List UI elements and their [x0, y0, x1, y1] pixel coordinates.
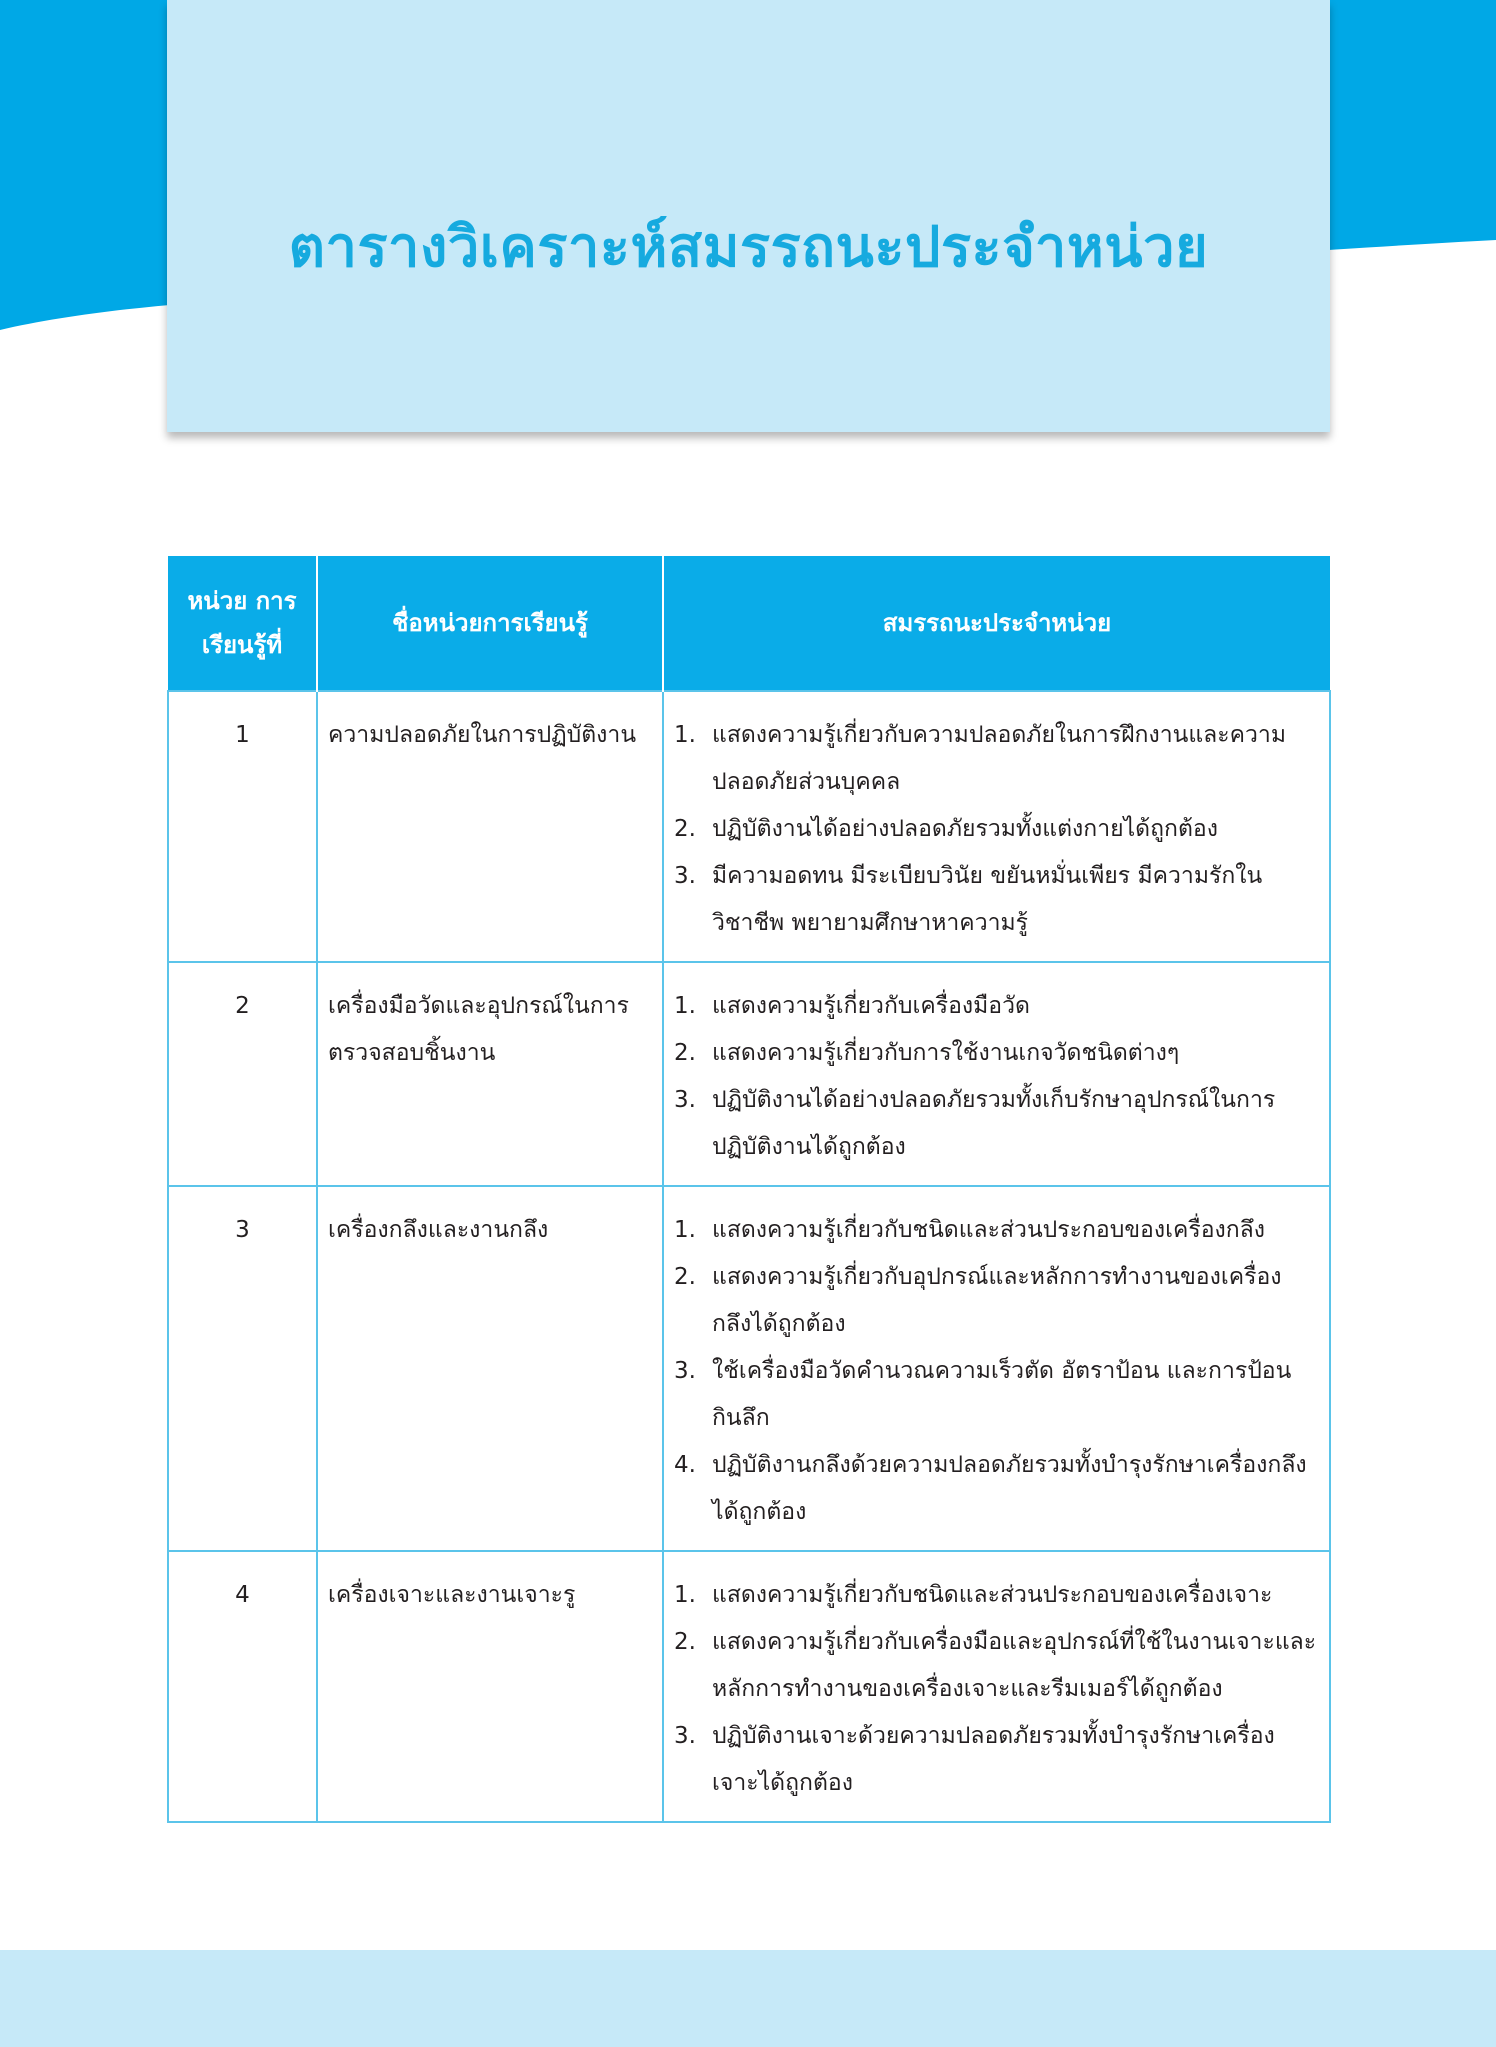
header-unit-name: ชื่อหน่วยการเรียนรู้: [317, 556, 663, 691]
competency-item: [674, 1713, 1319, 1807]
item-text: แสดงความรู้เกี่ยวกับเครื่องมือวัด: [712, 993, 1030, 1019]
competency-item: [674, 712, 1319, 806]
item-text: แสดงความรู้เกี่ยวกับการใช้งานเกจวัดชนิดต่างๆ: [712, 1040, 1180, 1066]
item-text: ใช้เครื่องมือวัดคำนวณความเร็วตัด อัตราป้อน และการป้อนกินลึก: [712, 1358, 1292, 1431]
item-number: 2.: [674, 816, 696, 842]
competency-table: [167, 556, 1331, 1823]
item-number: 1.: [674, 1582, 696, 1608]
competency-item: [674, 1572, 1319, 1619]
unit-name: ความปลอดภัยในการปฏิบัติงาน: [317, 691, 663, 962]
competency-item: [674, 1442, 1319, 1536]
unit-name: เครื่องกลึงและงานกลึง: [317, 1186, 663, 1551]
competency-item: [674, 1077, 1319, 1171]
item-text: มีความอดทน มีระเบียบวินัย ขยันหมั่นเพียร มีความรักในวิชาชีพ พยายามศึกษาหาความรู้: [712, 863, 1263, 936]
item-text: แสดงความรู้เกี่ยวกับความปลอดภัยในการฝึกงานและความปลอดภัยส่วนบุคคล: [712, 722, 1286, 795]
page-title: ตารางวิเคราะห์สมรรถนะประจำหน่วย: [288, 214, 1209, 280]
item-number: 2.: [674, 1040, 696, 1066]
unit-number: 4: [168, 1551, 317, 1822]
competency-cell: [663, 1186, 1330, 1551]
competency-item: [674, 983, 1319, 1030]
competency-item: [674, 1207, 1319, 1254]
header-unit-no: หน่วย การเรียนรู้ที่: [168, 556, 317, 691]
competency-cell: [663, 1551, 1330, 1822]
competency-item: [674, 853, 1319, 947]
item-number: 3.: [674, 1723, 696, 1749]
item-text: แสดงความรู้เกี่ยวกับเครื่องมือและอุปกรณ์ที่ใช้ในงานเจาะและหลักการทำงานของเครื่องเจาะและรีมเมอร์ได้ถูกต้อง: [712, 1629, 1317, 1702]
table-row: [168, 962, 1330, 1186]
unit-name: เครื่องเจาะและงานเจาะรู: [317, 1551, 663, 1822]
competency-list: [674, 712, 1319, 947]
table-header-row: [168, 556, 1330, 691]
title-card: [167, 0, 1330, 432]
item-number: 2.: [674, 1264, 696, 1290]
unit-number: 3: [168, 1186, 317, 1551]
table-row: [168, 691, 1330, 962]
footer-band: [0, 1950, 1496, 2047]
item-number: 3.: [674, 1087, 696, 1113]
competency-item: [674, 806, 1319, 853]
competency-item: [674, 1619, 1319, 1713]
item-number: 1.: [674, 722, 696, 748]
table-row: [168, 1186, 1330, 1551]
item-text: ปฏิบัติงานได้อย่างปลอดภัยรวมทั้งแต่งกายได้ถูกต้อง: [712, 816, 1218, 842]
item-text: แสดงความรู้เกี่ยวกับอุปกรณ์และหลักการทำงานของเครื่องกลึงได้ถูกต้อง: [712, 1264, 1282, 1337]
item-number: 1.: [674, 993, 696, 1019]
item-text: แสดงความรู้เกี่ยวกับชนิดและส่วนประกอบของเครื่องกลึง: [712, 1217, 1265, 1243]
item-number: 3.: [674, 863, 696, 889]
competency-cell: [663, 962, 1330, 1186]
unit-number: 1: [168, 691, 317, 962]
header-competency: สมรรถนะประจำหน่วย: [663, 556, 1330, 691]
item-text: ปฏิบัติงานได้อย่างปลอดภัยรวมทั้งเก็บรักษาอุปกรณ์ในการปฏิบัติงานได้ถูกต้อง: [712, 1087, 1276, 1160]
item-text: ปฏิบัติงานกลึงด้วยความปลอดภัยรวมทั้งบำรุงรักษาเครื่องกลึงได้ถูกต้อง: [712, 1452, 1307, 1525]
item-number: 1.: [674, 1217, 696, 1243]
table-row: [168, 1551, 1330, 1822]
competency-item: [674, 1348, 1319, 1442]
competency-cell: [663, 691, 1330, 962]
item-number: 2.: [674, 1629, 696, 1655]
item-text: ปฏิบัติงานเจาะด้วยความปลอดภัยรวมทั้งบำรุงรักษาเครื่องเจาะได้ถูกต้อง: [712, 1723, 1275, 1796]
item-text: แสดงความรู้เกี่ยวกับชนิดและส่วนประกอบของเครื่องเจาะ: [712, 1582, 1273, 1608]
competency-list: [674, 983, 1319, 1171]
unit-name: เครื่องมือวัดและอุปกรณ์ในการตรวจสอบชิ้นงาน: [317, 962, 663, 1186]
item-number: 4.: [674, 1452, 696, 1478]
competency-item: [674, 1030, 1319, 1077]
competency-list: [674, 1207, 1319, 1536]
competency-item: [674, 1254, 1319, 1348]
unit-number: 2: [168, 962, 317, 1186]
competency-list: [674, 1572, 1319, 1807]
item-number: 3.: [674, 1358, 696, 1384]
